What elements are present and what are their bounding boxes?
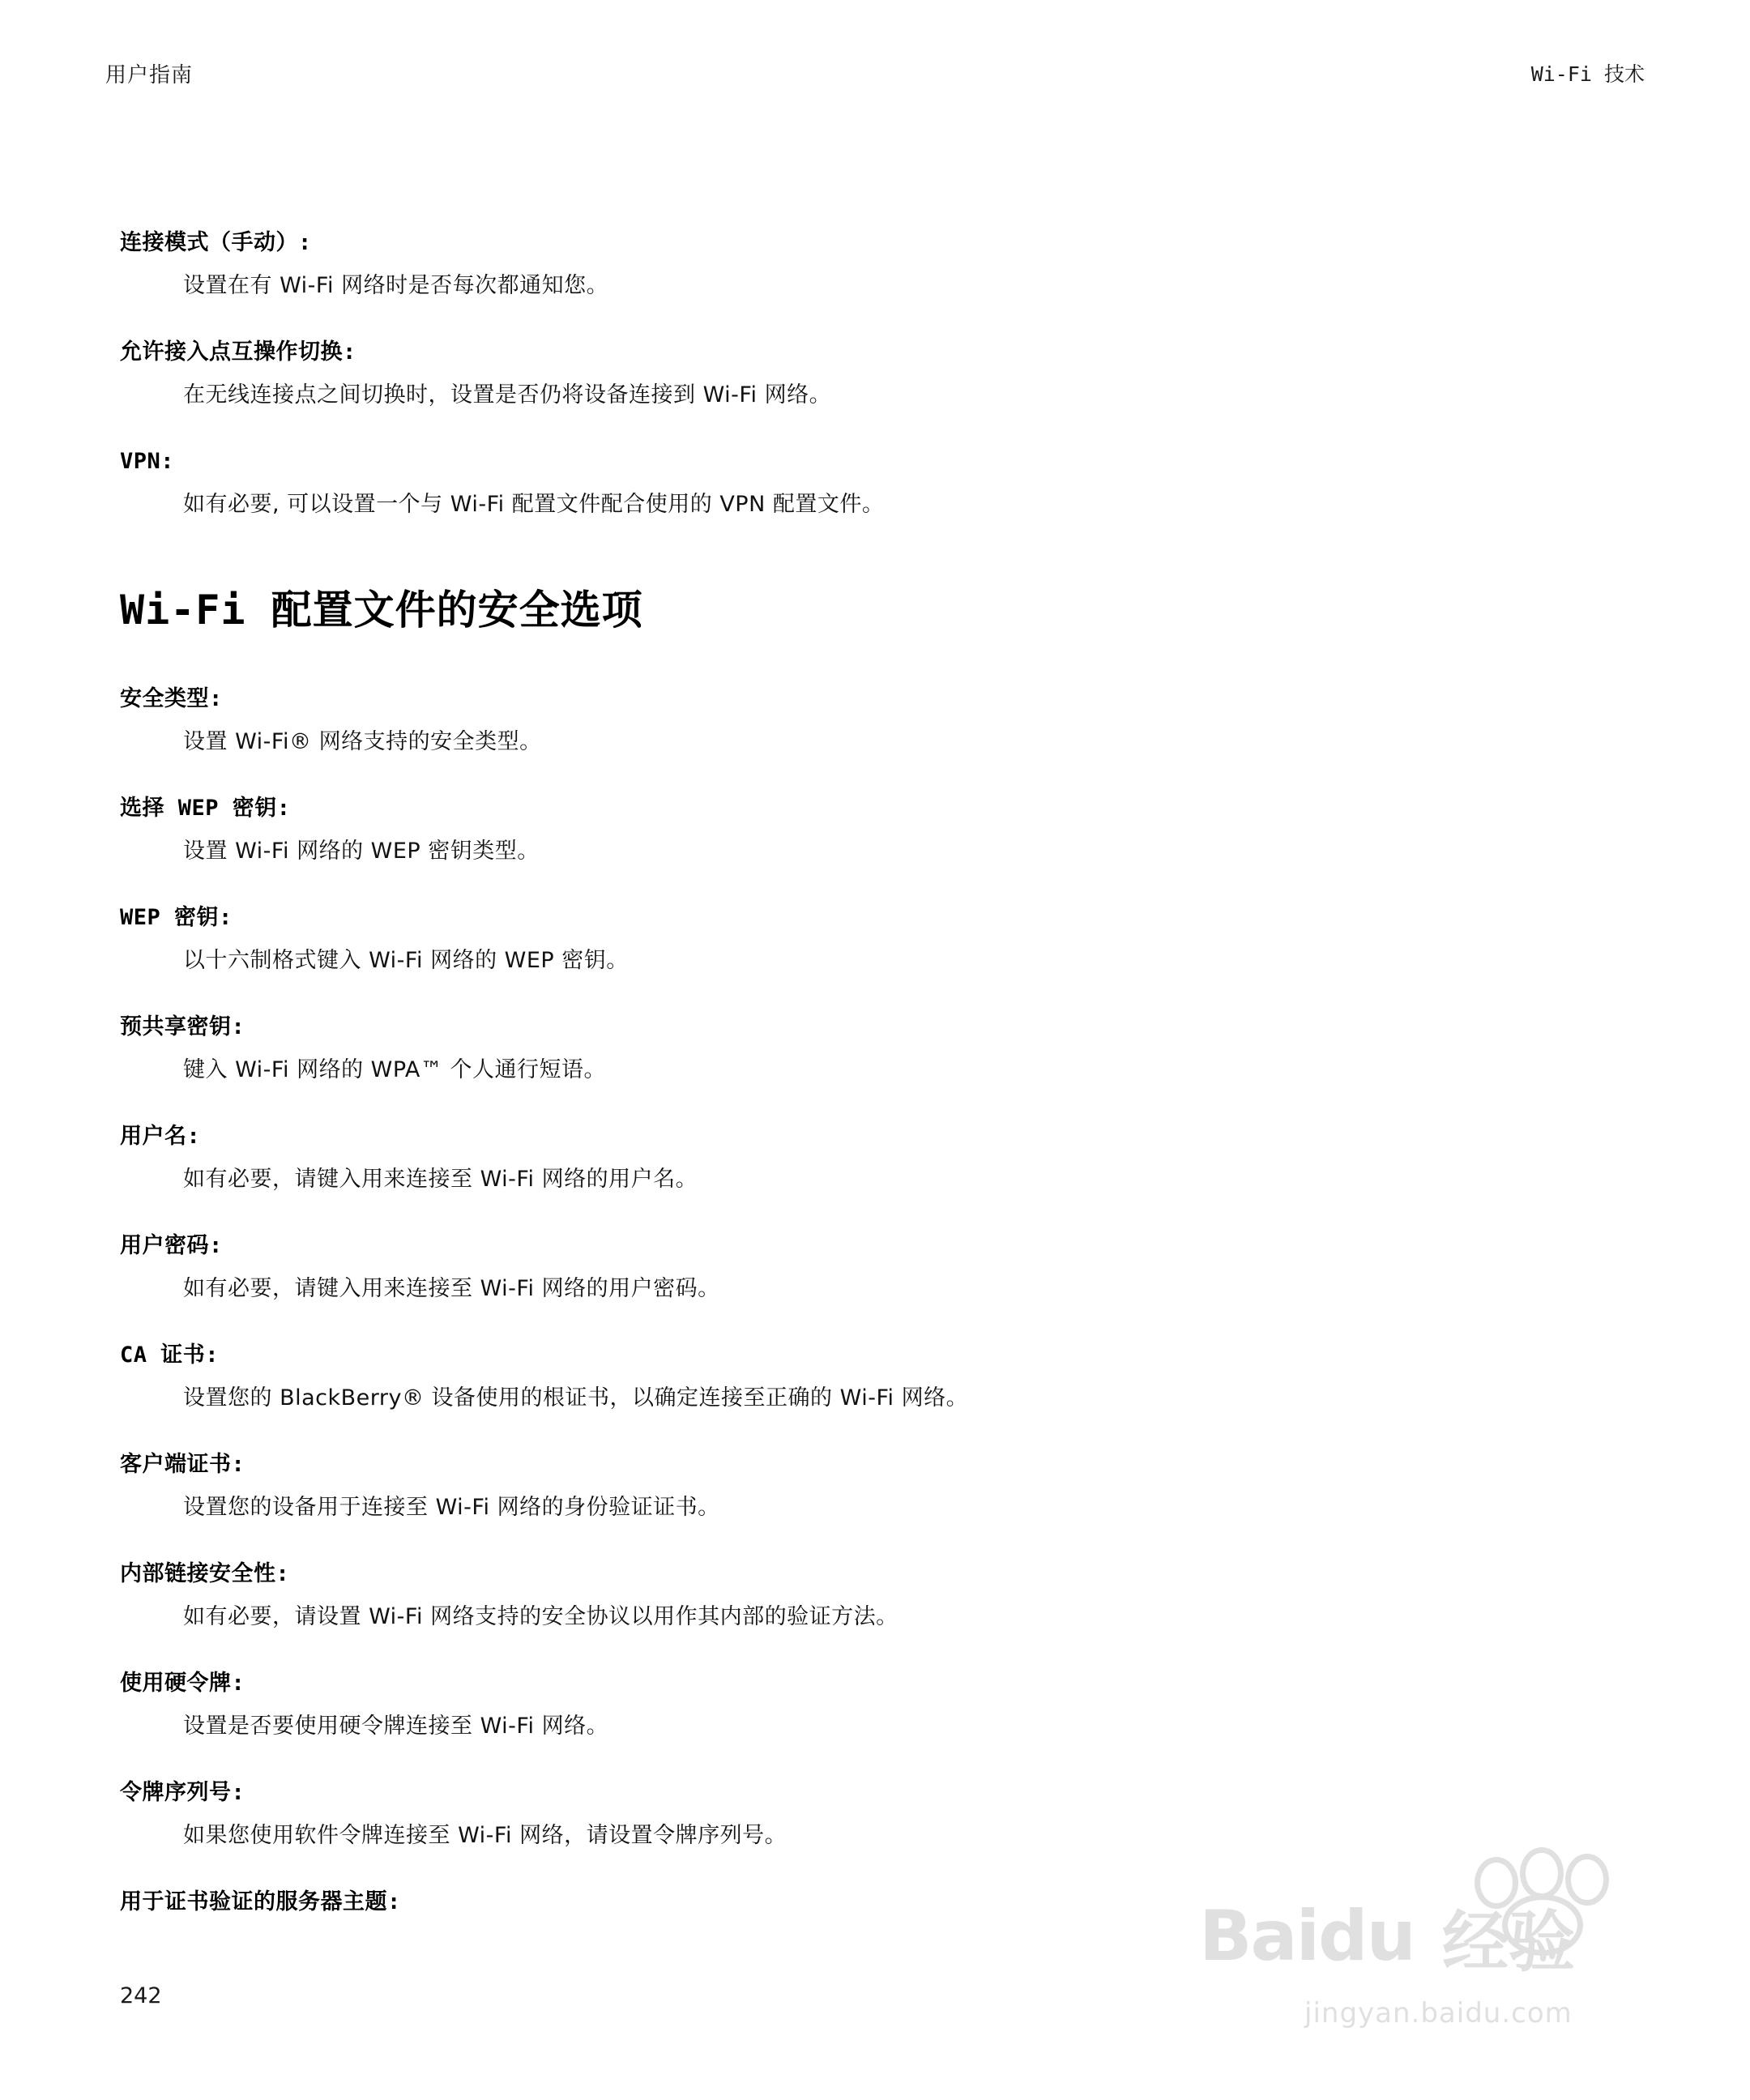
definition-description: 如果您使用软件令牌连接至 Wi-Fi 网络，请设置令牌序列号。: [183, 1822, 788, 1848]
definition-term: WEP 密钥:: [120, 905, 233, 930]
definition-description: 设置您的 BlackBerry® 设备使用的根证书，以确定连接至正确的 Wi-Fi 网络。: [183, 1385, 969, 1411]
definition-description: 设置在有 Wi-Fi 网络时是否每次都通知您。: [183, 272, 609, 298]
page-content: [120, 227, 1643, 1953]
definition-entry: [120, 227, 1643, 302]
definition-term: 预共享密钥:: [120, 1014, 245, 1039]
page-number: 242: [120, 1983, 162, 2008]
definition-entry: [120, 683, 1643, 758]
definition-entry: [120, 1667, 1643, 1743]
definition-term: 安全类型:: [120, 686, 223, 711]
definition-entry: [120, 1449, 1643, 1524]
definition-entry: [120, 1886, 1643, 1919]
header-right-title: Wi-Fi 技术: [1530, 62, 1645, 86]
definition-entry: [120, 1011, 1643, 1086]
definition-term: VPN:: [120, 449, 175, 474]
definition-description: 设置是否要使用硬令牌连接至 Wi-Fi 网络。: [183, 1713, 609, 1739]
definition-entry: [120, 1120, 1643, 1196]
definition-description: 以十六制格式键入 Wi-Fi 网络的 WEP 密钥。: [183, 947, 629, 973]
definition-term: 内部链接安全性:: [120, 1561, 290, 1586]
watermark-main-text: Baidu: [1199, 1896, 1415, 1977]
definition-description: 设置您的设备用于连接至 Wi-Fi 网络的身份验证证书。: [183, 1494, 720, 1520]
definition-description: 设置 Wi-Fi 网络的 WEP 密钥类型。: [183, 838, 540, 864]
definition-term: 用户名:: [120, 1124, 201, 1149]
definition-description: 如有必要, 可以设置一个与 Wi-Fi 配置文件配合使用的 VPN 配置文件。: [183, 491, 885, 517]
definition-entry: [120, 446, 1643, 521]
running-header: [105, 58, 1645, 91]
definition-term: 连接模式（手动）:: [120, 230, 312, 255]
definition-term: 使用硬令牌:: [120, 1671, 245, 1696]
definition-term: 客户端证书:: [120, 1452, 245, 1477]
definition-description: 设置 Wi-Fi® 网络支持的安全类型。: [183, 728, 542, 754]
definition-entry: [120, 1230, 1643, 1305]
header-left-title: 用户指南: [105, 63, 194, 88]
definition-term: 令牌序列号:: [120, 1780, 245, 1805]
definition-description: 在无线连接点之间切换时，设置是否仍将设备连接到 Wi-Fi 网络。: [183, 382, 832, 408]
definition-description: 如有必要，请键入用来连接至 Wi-Fi 网络的用户名。: [183, 1166, 698, 1192]
definition-entry: [120, 1558, 1643, 1633]
section-heading: Wi-Fi 配置文件的安全选项: [120, 587, 643, 634]
definition-entry: [120, 336, 1643, 412]
definition-term: 用于证书验证的服务器主题:: [120, 1889, 401, 1914]
definition-description: 如有必要，请设置 Wi-Fi 网络支持的安全协议以用作其内部的验证方法。: [183, 1603, 898, 1629]
watermark-url-text: jingyan.baidu.com: [1304, 1997, 1573, 2030]
watermark-cn-text: 经验: [1442, 1904, 1576, 1981]
definition-entry: [120, 792, 1643, 868]
definition-term: 选择 WEP 密钥:: [120, 796, 291, 821]
definition-entry: [120, 1777, 1643, 1852]
definition-entry: [120, 1339, 1643, 1415]
definition-description: 如有必要，请键入用来连接至 Wi-Fi 网络的用户密码。: [183, 1275, 720, 1301]
definition-term: 用户密码:: [120, 1233, 223, 1258]
definition-term: 允许接入点互操作切换:: [120, 339, 356, 365]
definition-entry: [120, 902, 1643, 977]
definition-term: CA 证书:: [120, 1342, 220, 1368]
definition-description: 键入 Wi-Fi 网络的 WPA™ 个人通行短语。: [183, 1056, 606, 1082]
